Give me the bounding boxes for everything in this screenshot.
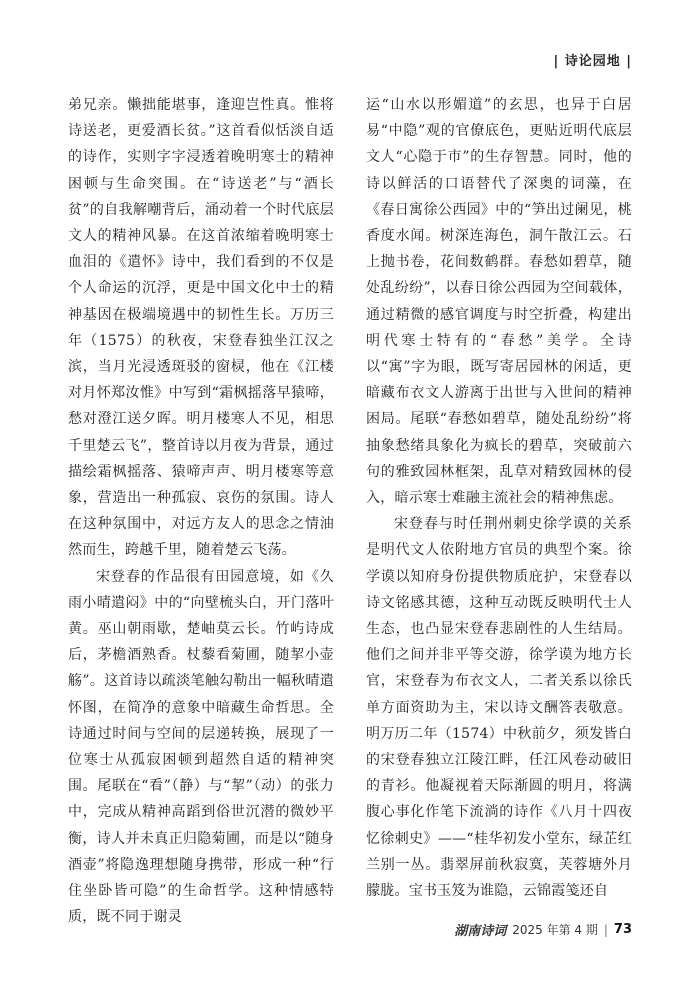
- paragraph: 宋登春的作品很有田园意境，如《久雨小晴遣闷》中的“向壁梳头白，开门落叶黄。巫山朝雨歇，楚岫莫云长。竹屿诗成后，茅檐酒熟香。杖藜看菊圃，随挈小壶觞”。这首诗以疏淡笔触勾勒出一幅秋晴遣怀图，在简净的意象中暗藏生命哲思。全诗通过时间与空间的层递转换，展现了一位寒士从孤寂困顿到超然自适的精神突围。尾联在“看”（静）与“挈”（动）的张力中，完成从精神高蹈到俗世沉潜的微妙平衡，诗人并未真正归隐菊圃，而是以“随身酒壶”将隐逸理想随身携带，形成一种“行住坐卧皆可隐”的生命哲学。这种情感特质，既不同于谢灵: [68, 568, 334, 926]
- paragraph: 弟兄亲。懒拙能堪事，逢迎岂性真。惟将诗送老，更爱酒长贫。”这首看似恬淡自适的诗作，实则字字浸透着晚明寒士的精神困顿与生命突围。在“诗送老”与“酒长贫”的自我解嘲背后，涌动着一个时代底层文人的精神风暴。在这首浓缩着晚明寒士血泪的《遣怀》诗中，我们看到的不仅是个人命运的沉浮，更是中国文化中士的精神基因在极端境遇中的韧性生长。万历三年（1575）的秋夜，宋登春独坐江汉之滨，当月光浸透斑驳的窗棂，他在《江楼对月怀郑汝惟》中写到“霜枫摇落早猿啼，愁对澄江送夕晖。明月楼寒人不见，相思千里楚云飞”，整首诗以月夜为背景，通过描绘霜枫摇落、猿啼声声、明月楼寒等意象，营造出一种孤寂、哀伤的氛围。诗人在这种氛围中，对远方友人的思念之情油然而生，跨越千里，随着楚云飞荡。: [68, 97, 334, 559]
- footer-separator: |: [603, 922, 608, 937]
- section-tag: | 诗论园地 |: [553, 54, 632, 69]
- issue-label: 2025 年第 4 期: [512, 923, 598, 937]
- page-footer: [454, 920, 632, 939]
- paragraph: 运“山水以形媚道”的玄思，也异于白居易“中隐”观的官僚底色，更贴近明代底层文人“心隐于市”的生存智慧。同时，他的诗以鲜活的口语替代了深奥的词藻，在《春日寓徐公西园》中的“笋出过阑见，桃香度水闻。树深连海色，洞午散江云。石上抛书卷，花间数鹤群。春愁如碧草，随处乱纷纷”，以春日徐公西园为空间载体，通过精微的感官调度与时空折叠，构建出明代寒士特有的“春愁”美学。全诗以“寓”字为眼，既写寄居园林的闲适，更暗藏布衣文人游离于出世与入世间的精神困局。尾联“春愁如碧草，随处乱纷纷”将抽象愁绪具象化为疯长的碧草，突破前六句的雅致园林框架，乱草对精致园林的侵入，暗示寒士难融主流社会的精神焦虑。: [366, 97, 632, 507]
- paragraph: 宋登春与时任荆州刺史徐学谟的关系是明代文人依附地方官员的典型个案。徐学谟以知府身份提供物质庇护，宋登春以诗文铭感其德，这种互动既反映明代士人生态，也凸显宋登春悲剧性的人生结局。他们之间并非平等交游，徐学谟为地方长官，宋登春为布衣文人，二者关系以徐氏单方面资助为主，宋以诗文酬答表敬意。明万历二年（1574）中秋前夕，须发皆白的宋登春独立江陵江畔，任江风卷动破旧的青衫。他凝视着天际渐圆的明月，将满腹心事化作笔下流淌的诗作《八月十四夜忆徐刺史》——“桂华初发小堂东，绿芷红兰别一丛。翡翠屏前秋寂寞，芙蓉塘外月朦胧。宝书玉笈为谁隐，云锦霞笺还自: [366, 516, 632, 900]
- page-number: 73: [613, 922, 632, 937]
- right-column: [366, 92, 632, 904]
- magazine-logo: 湖南诗词: [454, 924, 507, 939]
- left-column: [68, 92, 334, 931]
